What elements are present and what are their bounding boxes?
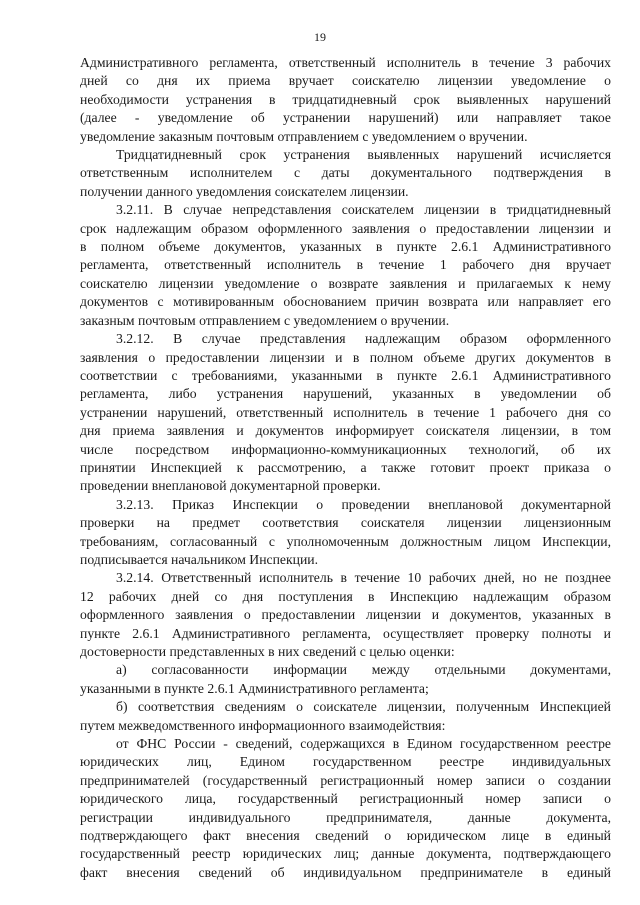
text-line: (далее - уведомление об устранении нарушений) или направляет такое <box>80 110 611 126</box>
text-line: путем межведомственного информационного взаимодействия: <box>80 717 446 733</box>
text-line: необходимости устранения в тридцатидневный срок выявленных нарушений <box>80 91 611 107</box>
text-line: предпринимателей (государственный регистрационный номер записи о создании <box>80 772 611 788</box>
text-line: 3.2.11. В случае непредставления соискателем лицензии в тридцатидневный <box>116 202 611 218</box>
text-line: регламента, либо устранения нарушений, указанных в уведомлении об <box>80 386 611 402</box>
text-line: соискателю лицензии уведомление о возврате заявления и прилагаемых к нему <box>80 275 611 291</box>
text-line: пункте 2.6.1 Административного регламента, осуществляет проверку полноты и <box>80 625 611 641</box>
text-line: дней со дня их приема вручает соискателю лицензии уведомление о <box>80 73 611 89</box>
text-line: юридических лиц, Едином государственном реестре индивидуальных <box>80 754 611 770</box>
text-line: 3.2.13. Приказ Инспекции о проведении внеплановой документарной <box>116 496 611 512</box>
text-line: оформленного заявления о предоставлении лицензии и документов, указанных в <box>80 607 611 623</box>
text-line: в полном объеме документов, указанных в пункте 2.6.1 Административного <box>80 239 611 255</box>
text-line: проведении внеплановой документарной проверки. <box>80 478 381 494</box>
text-line: государственный реестр юридических лиц; данные документа, подтверждающего <box>80 846 611 862</box>
text-line: достоверности представленных в них сведений с целью оценки: <box>80 644 455 659</box>
text-line: а) согласованности информации между отдельными документами, <box>116 662 611 678</box>
text-line: 3.2.12. В случае представления надлежащим образом оформленного <box>116 331 611 347</box>
text-line: числе посредством информационно-коммуникационных технологий, об их <box>80 441 611 457</box>
text-line: проверки на предмет соответствия соискателя лицензии лицензионным <box>80 515 611 531</box>
text-line: юридического лица, государственный регистрационный номер записи о <box>80 791 611 807</box>
text-line: документов с мотивированным обоснованием причин возврата или направляет его <box>80 294 611 310</box>
text-line: от ФНС России - сведений, содержащихся в Едином государственном реестре <box>116 736 611 752</box>
text-line: получении данного уведомления соискателем лицензии. <box>80 183 409 199</box>
text-line: подтверждающего факт внесения сведений о юридическом лице в единый <box>80 828 611 844</box>
text-line: соответствии с требованиями, указанными в пункте 2.6.1 Административного <box>80 367 611 383</box>
text-line: заявления о предоставлении лицензии и в полном объеме других документов в <box>80 349 611 365</box>
text-line: требованиям, согласованный с уполномоченным должностным лицом Инспекции, <box>80 533 611 549</box>
text-line: регламента, ответственный исполнитель в течение 1 рабочего дня вручает <box>80 257 611 273</box>
text-line: подписывается начальником Инспекции. <box>80 551 319 567</box>
text-line: уведомление заказным почтовым отправлением с уведомлением о вручении. <box>80 128 528 144</box>
text-line: ответственным исполнителем с даты документального подтверждения в <box>80 165 611 181</box>
text-line: 12 рабочих дней со дня поступления в Инспекцию надлежащим образом <box>80 588 611 604</box>
document-body <box>80 54 611 882</box>
text-line: указанными в пункте 2.6.1 Административного регламента; <box>80 680 429 696</box>
text-line: устранении нарушений, ответственный исполнитель в течение 1 рабочего дня со <box>80 404 611 420</box>
text-line: дня приема заявления и документов информирует соискателя лицензии, в том <box>80 423 611 439</box>
text-line: срок надлежащим образом оформленного заявления о предоставлении лицензии и <box>80 220 611 236</box>
text-line: Административного регламента, ответственный исполнитель в течение 3 рабочих <box>80 55 611 70</box>
text-line: б) соответствия сведениям о соискателе лицензии, полученным Инспекцией <box>116 699 611 715</box>
text-line: заказным почтовым отправлением с уведомлением о вручении. <box>80 312 450 328</box>
text-line: факт внесения сведений об индивидуальном предпринимателе в единый <box>80 864 611 880</box>
page-number: 19 <box>314 30 326 44</box>
text-line: 3.2.14. Ответственный исполнитель в течение 10 рабочих дней, но не позднее <box>116 570 611 586</box>
text-line: принятии Инспекцией к рассмотрению, а также готовит проект приказа о <box>80 459 611 475</box>
text-line: регистрации индивидуального предпринимателя, данные документа, <box>80 809 611 825</box>
text-line: Тридцатидневный срок устранения выявленных нарушений исчисляется <box>116 147 611 163</box>
